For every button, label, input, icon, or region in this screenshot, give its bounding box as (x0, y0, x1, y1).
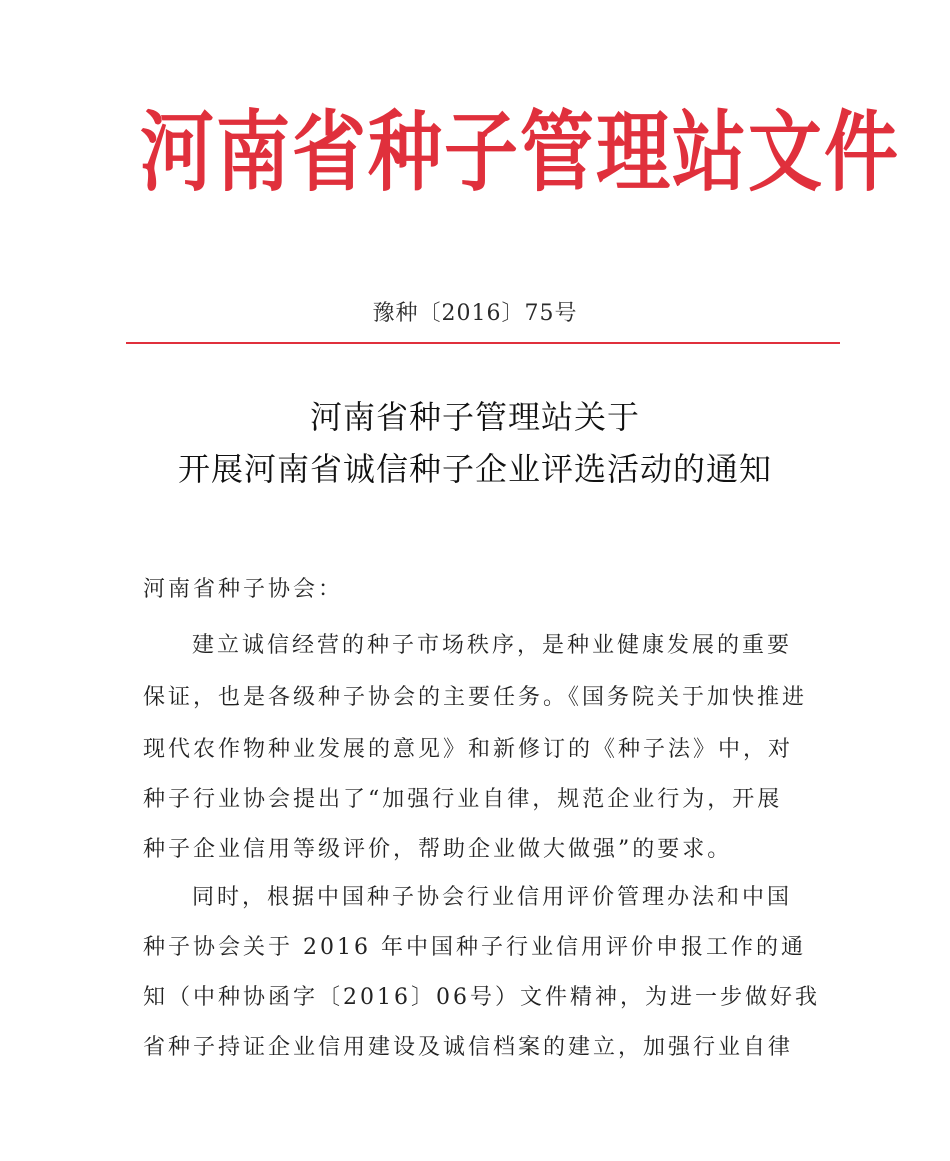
body-paragraph-line: 知（中种协函字〔2016〕06号）文件精神，为进一步做好我 (143, 985, 820, 1010)
notice-title-line-2: 开展河南省诚信种子企业评选活动的通知 (177, 450, 772, 488)
body-paragraph-line: 同时，根据中国种子协会行业信用评价管理办法和中国 (192, 885, 793, 910)
body-paragraph-line: 种子行业协会提出了“加强行业自律，规范企业行为，开展 (143, 787, 783, 812)
masthead-title: 河南省种子管理站文件 (140, 102, 900, 204)
body-paragraph-line: 省种子持证企业信用建设及诚信档案的建立，加强行业自律 (143, 1035, 794, 1060)
body-paragraph-line: 种子协会关于 2016 年中国种子行业信用评价申报工作的通 (143, 935, 806, 960)
red-divider-line (126, 342, 840, 344)
document-number: 豫种〔2016〕75号 (372, 301, 578, 326)
body-paragraph-line: 现代农作物种业发展的意见》和新修订的《种子法》中，对 (143, 737, 794, 762)
salutation: 河南省种子协会： (143, 577, 344, 602)
body-paragraph-line: 种子企业信用等级评价，帮助企业做大做强”的要求。 (143, 837, 733, 862)
notice-title-line-1: 河南省种子管理站关于 (309, 398, 640, 436)
body-paragraph-line: 保证，也是各级种子协会的主要任务。《国务院关于加快推进 (143, 685, 808, 710)
body-paragraph-line: 建立诚信经营的种子市场秩序，是种业健康发展的重要 (192, 633, 793, 658)
